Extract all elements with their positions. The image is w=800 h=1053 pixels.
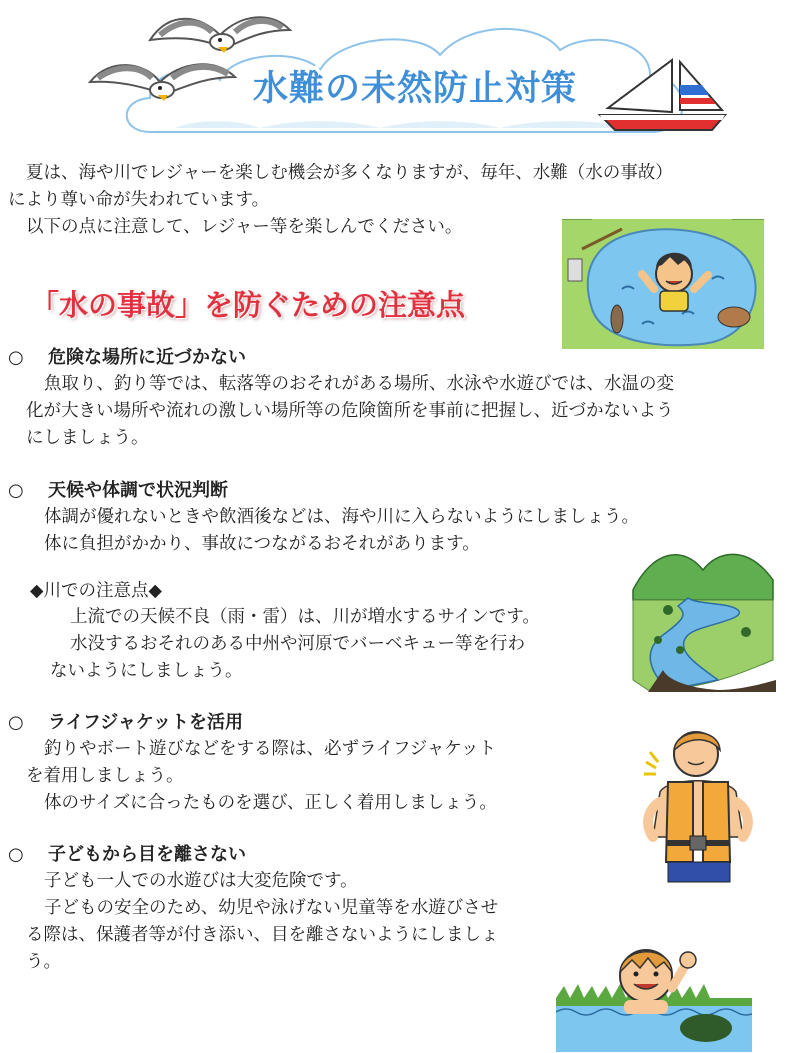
intro-line: 夏は、海や川でレジャーを楽しむ機会が多くなりますが、毎年、水難（水の事故） xyxy=(26,163,673,183)
section-dangerous-places xyxy=(8,343,674,452)
river-valley-illustration xyxy=(628,540,778,692)
section-life-jacket xyxy=(8,708,497,817)
title-banner xyxy=(0,0,800,150)
section-weather-condition xyxy=(8,476,639,558)
swimming-child-illustration xyxy=(556,928,752,1052)
river-note xyxy=(30,577,540,685)
river-note-heading: ◆川での注意点◆ xyxy=(30,581,162,601)
section-heading: 子どもから目を離さない xyxy=(48,844,246,865)
section-line: 子どもの安全のため、幼児や泳げない児童等を水遊びさせ xyxy=(44,898,499,918)
section-line: 子ども一人での水遊びは大変危険です。 xyxy=(44,871,358,891)
precautions-heading: 「水の事故」を防ぐための注意点 xyxy=(30,288,466,322)
section-heading: 危険な場所に近づかない xyxy=(48,347,246,368)
section-heading: 天候や体調で状況判断 xyxy=(48,480,228,501)
section-line: う。 xyxy=(26,952,61,972)
section-watch-children xyxy=(8,840,499,976)
section-line: 化が大きい場所や流れの激しい場所等の危険箇所を事前に把握し、近づかないよう xyxy=(26,401,674,421)
section-line: にしましょう。 xyxy=(26,428,149,448)
bullet-circle: ○ xyxy=(8,712,24,733)
river-note-line: 上流での天候不良（雨・雷）は、川が増水するサインです。 xyxy=(70,607,540,627)
page-title: 水難の未然防止対策 xyxy=(252,69,578,109)
river-note-line: 水没するおそれのある中州や河原でバーベキュー等を行わ xyxy=(70,634,525,654)
bullet-circle: ○ xyxy=(8,844,24,865)
section-line: 体のサイズに合ったものを選び、正しく着用しましょう。 xyxy=(44,793,497,813)
intro-line: 以下の点に注意して、レジャー等を楽しんでください。 xyxy=(26,217,463,237)
section-line: 釣りやボート遊びなどをする際は、必ずライフジャケット xyxy=(44,739,497,759)
bullet-circle: ○ xyxy=(8,347,24,368)
life-jacket-man-illustration xyxy=(638,722,758,887)
section-heading: ライフジャケットを活用 xyxy=(48,712,243,733)
bullet-circle: ○ xyxy=(8,480,24,501)
section-line: 魚取り、釣り等では、転落等のおそれがある場所、水泳や水遊びでは、水温の変 xyxy=(44,374,674,394)
river-note-line: ないようにしましょう。 xyxy=(50,661,243,681)
section-line: 体に負担がかかり、事故につながるおそれがあります。 xyxy=(44,534,480,554)
section-line: る際は、保護者等が付き添い、目を離さないようにしましょ xyxy=(26,925,499,945)
intro-line: により尊い命が失われています。 xyxy=(8,190,270,210)
section-line: 体調が優れないときや飲酒後などは、海や川に入らないようにしましょう。 xyxy=(44,507,639,527)
drowning-boy-illustration xyxy=(562,219,764,349)
section-line: を着用しましょう。 xyxy=(26,766,184,786)
